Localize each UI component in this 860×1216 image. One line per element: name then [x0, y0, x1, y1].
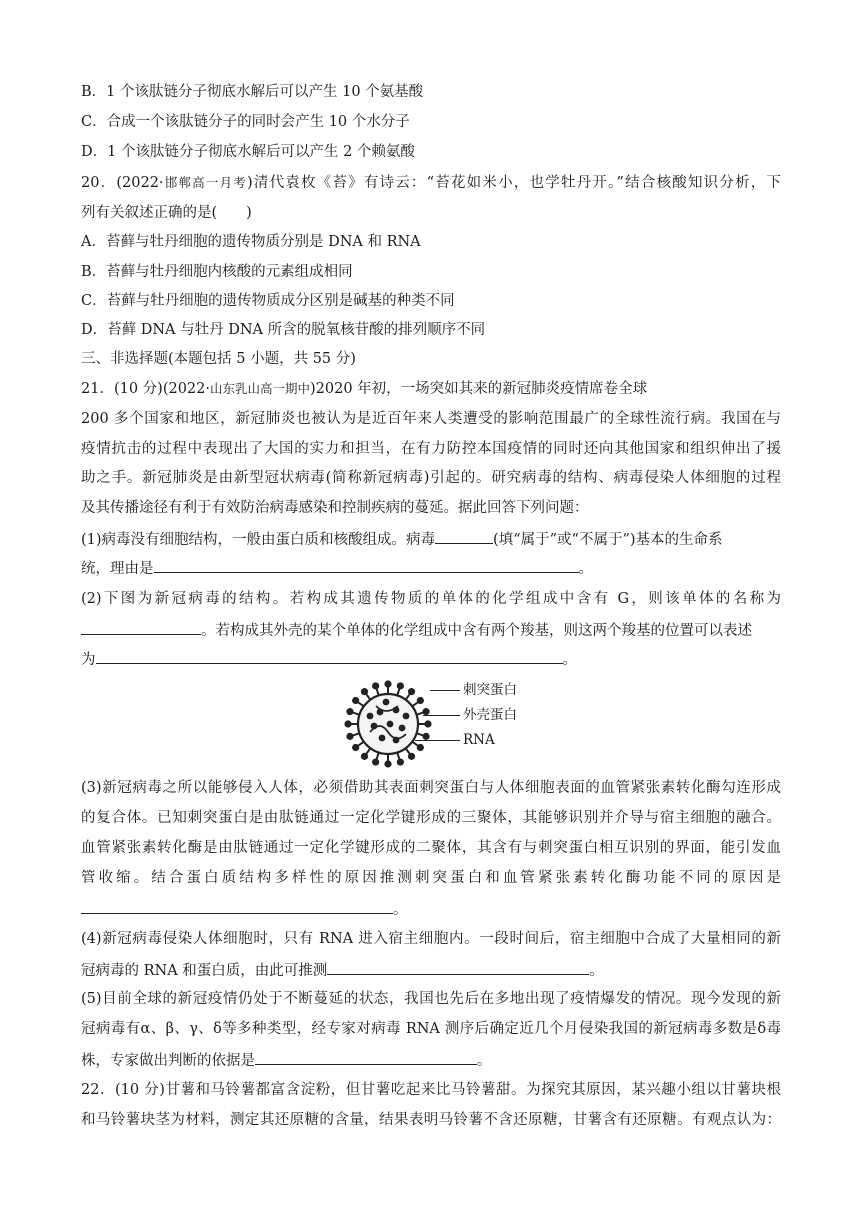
q21-part3-line1: (3)新冠病毒之所以能够侵入人体，必须借助其表面刺突蛋白与人体细胞表面的血管紧张素转化酶勾连形成 [81, 780, 781, 796]
answer-blank[interactable] [327, 959, 589, 975]
q20-source: 邯郸高一月考 [163, 175, 247, 190]
q21-part4-text: 冠病毒的 RNA 和蛋白质，由此可推测 [81, 963, 328, 979]
q20-option-d: D．苔藓 DNA 与牡丹 DNA 所含的脱氧核苷酸的排列顺序不同 [81, 322, 486, 338]
q21-part4-line2 [81, 959, 781, 981]
q21-part1-line1 [81, 528, 781, 550]
q21-part2-line2 [81, 619, 781, 641]
q20-stem-line2: 列有关叙述正确的是( ) [81, 205, 252, 221]
section-heading: 三、非选择题(本题包括 5 小题，共 55 分) [81, 351, 356, 367]
q21-intro-line2: 200 多个国家和地区，新冠肺炎也被认为是近百年来人类遭受的影响范围最广的全球性流行病。我国在与 [81, 411, 781, 427]
q19-option-b: B．1 个该肽链分子彻底水解后可以产生 10 个氨基酸 [81, 84, 424, 100]
q19-option-d: D．1 个该肽链分子彻底水解后可以产生 2 个赖氨酸 [81, 144, 415, 160]
q20-option-a: A．苔藓与牡丹细胞的遗传物质分别是 DNA 和 RNA [81, 234, 421, 250]
q21-intro-line5: 及其传播途径有利于有效防治病毒感染和控制疾病的蔓延。据此回答下列问题： [81, 500, 589, 516]
period: 。 [477, 1053, 492, 1069]
q21-part2-line1: (2)下图为新冠病毒的结构。若构成其遗传物质的单体的化学组成中含有 G，则该单体的名称为 [81, 591, 781, 607]
q21-part1-line2 [81, 557, 781, 579]
answer-blank[interactable] [81, 619, 201, 635]
q21-part3-line4: 管收缩。结合蛋白质结构多样性的原因推测刺突蛋白和血管紧张素转化酶功能不同的原因是 [81, 870, 781, 886]
q21-part2-text: 。若构成其外壳的某个单体的化学组成中含有两个羧基，则这两个羧基的位置可以表述 [201, 623, 752, 639]
label-shell-protein: 外壳蛋白 [463, 707, 517, 723]
answer-blank[interactable] [96, 648, 563, 664]
label-leader-line [415, 740, 460, 741]
label-leader-line [430, 690, 460, 691]
q22-line2: 和马铃薯块茎为材料，测定其还原糖的含量，结果表明马铃薯不含还原糖，甘薯含有还原糖。有观点认为： [81, 1112, 781, 1128]
label-leader-line [423, 715, 460, 716]
period: 。 [393, 902, 408, 918]
answer-blank[interactable] [81, 898, 393, 914]
q20-option-b: B．苔藓与牡丹细胞内核酸的元素组成相同 [81, 264, 353, 280]
q21-part2-line3 [81, 648, 781, 670]
q21-part2-prefix: 为 [81, 652, 96, 668]
q21-part4-line1: (4)新冠病毒侵染人体细胞时，只有 RNA 进入宿主细胞内。一段时间后，宿主细胞中合成了大量相同的新 [81, 931, 781, 947]
q21-part3-line2: 的复合体。已知刺突蛋白是由肽链通过一定化学键形成的三聚体，其能够识别并介导与宿主细胞的融合。 [81, 810, 781, 826]
q21-intro-line1 [81, 379, 781, 399]
period: 。 [578, 561, 593, 577]
q21-part5-line2: 冠病毒有α、β、γ、δ等多种类型，经专家对病毒 RNA 测序后确定近几个月侵染我国的新冠病毒多数是δ毒 [81, 1021, 781, 1037]
q21-part1-text-b: (填“属于”或“不属于”)基本的生命系 [493, 532, 723, 548]
q21-part1-text-a: (1)病毒没有细胞结构，一般由蛋白质和核酸组成。病毒 [81, 532, 436, 548]
q21-part5-line1: (5)目前全球的新冠疫情仍处于不断蔓延的状态，我国也先后在多地出现了疫情爆发的情况。现今发现的新 [81, 991, 781, 1007]
q21-part5-text: 株，专家做出判断的依据是 [81, 1053, 255, 1069]
label-rna: RNA [463, 732, 495, 748]
q21-intro-line3: 疫情抗击的过程中表现出了大国的实力和担当，在有力防控本国疫情的同时还向其他国家和组织伸出了援 [81, 441, 781, 457]
q21-part1-reason: 统，理由是 [81, 561, 154, 577]
q20-stem-rest: )清代袁枚《苔》有诗云：“苔花如米小，也学牡丹开。”结合核酸知识分析，下 [247, 175, 781, 191]
q20-option-c: C．苔藓与牡丹细胞的遗传物质成分区别是碱基的种类不同 [81, 293, 455, 309]
q21-part3-line5 [81, 898, 781, 920]
label-spike-protein: 刺突蛋白 [463, 682, 517, 698]
answer-blank[interactable] [255, 1049, 477, 1065]
q19-option-c: C．合成一个该肽链分子的同时会产生 10 个水分子 [81, 114, 410, 130]
q21-part3-line3: 血管紧张素转化酶是由肽链通过一定化学键形成的二聚体，其含有与刺突蛋白相互识别的界面，能引发血 [81, 840, 781, 856]
answer-blank[interactable] [435, 528, 493, 544]
q21-part5-line3 [81, 1049, 781, 1071]
answer-blank[interactable] [154, 557, 579, 573]
period: 。 [589, 963, 604, 979]
q22-line1: 22．(10 分)甘薯和马铃薯都富含淀粉，但甘薯吃起来比马铃薯甜。为探究其原因，某兴趣小组以甘薯块根 [81, 1082, 781, 1098]
period: 。 [562, 652, 577, 668]
q20-stem [81, 173, 781, 193]
q21-source: 山东乳山高一期中 [210, 381, 311, 396]
q21-intro-line4: 助之手。新冠肺炎是由新型冠状病毒(简称新冠病毒)引起的。研究病毒的结构、病毒侵染人体细胞的过程 [81, 470, 781, 486]
q21-intro-rest: )2020 年初，一场突如其来的新冠肺炎疫情席卷全球 [310, 381, 648, 397]
q21-number: 21．(10 分)(2022· [81, 381, 210, 397]
q20-number: 20．(2022· [81, 175, 164, 191]
